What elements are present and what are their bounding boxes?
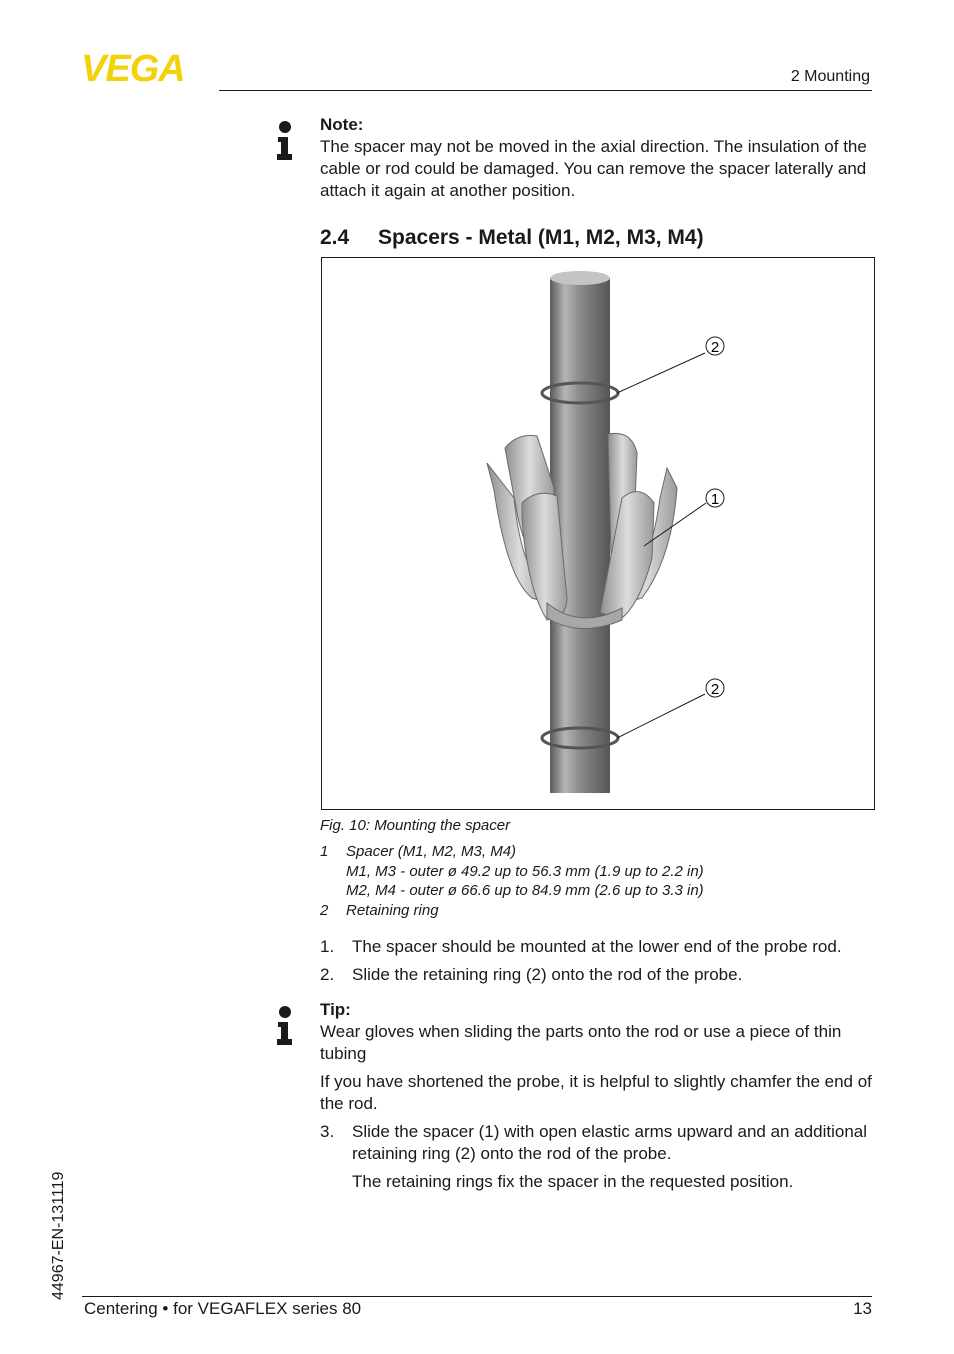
legend-item: 1 Spacer (M1, M2, M3, M4) M1, M3 - outer ø 49.2 up to 56.3 mm (1.9 up to 2.2 in) M2, M4 - outer ø 66.6 up to 84.9 mm (2.6 up to 3.3 in): [320, 843, 704, 899]
callout-1: [706, 489, 724, 508]
step-item: 3. Slide the spacer (1) with open elastic arms upward and an additional retaining ring (2) onto the rod of the probe.: [320, 1122, 868, 1163]
svg-text:1: 1: [710, 491, 720, 508]
footer-divider: [82, 1296, 872, 1297]
header-section-title: 2 Mounting: [790, 68, 870, 85]
step-note: The retaining rings fix the spacer in the requested position.: [352, 1172, 794, 1191]
step-item: 2. Slide the retaining ring (2) onto the rod of the probe.: [320, 965, 743, 984]
section-heading: [320, 226, 704, 250]
callout-2-bottom: [706, 679, 724, 698]
callout-2-top: [706, 337, 724, 356]
svg-text:2: 2: [710, 339, 720, 356]
header-divider: [219, 90, 872, 91]
chamfer-paragraph: If you have shortened the probe, it is helpful to slightly chamfer the end of the rod.: [320, 1072, 872, 1113]
logo-text: VEGA: [81, 50, 185, 84]
page-number: 13: [853, 1299, 872, 1318]
section-title: Spacers - Metal (M1, M2, M3, M4): [378, 226, 704, 249]
figure-caption: Fig. 10: Mounting the spacer: [320, 817, 511, 834]
legend-item: 2 Retaining ring: [320, 901, 439, 919]
info-icon: [275, 120, 295, 160]
svg-text:2: 2: [710, 681, 720, 698]
tip-text: Wear gloves when sliding the parts onto the rod or use a piece of thin tubing: [320, 1022, 842, 1063]
vega-logo: [81, 50, 211, 84]
footer-title: Centering • for VEGAFLEX series 80: [84, 1299, 362, 1318]
note-block: [320, 114, 872, 202]
info-icon: [275, 1005, 295, 1045]
note-label: Note:: [320, 115, 364, 134]
section-number: 2.4: [320, 226, 350, 249]
tip-block: [320, 999, 872, 1065]
spacer-figure: [321, 257, 875, 810]
note-text: The spacer may not be moved in the axial direction. The insulation of the cable or rod could be damaged. You can remove the spacer laterally and attach it again at another position.: [320, 137, 867, 200]
document-code: 44967-EN-131119: [50, 1171, 67, 1300]
tip-label: Tip:: [320, 1000, 351, 1019]
step-item: 1. The spacer should be mounted at the lower end of the probe rod.: [320, 937, 842, 956]
figure-legend: [320, 842, 704, 920]
